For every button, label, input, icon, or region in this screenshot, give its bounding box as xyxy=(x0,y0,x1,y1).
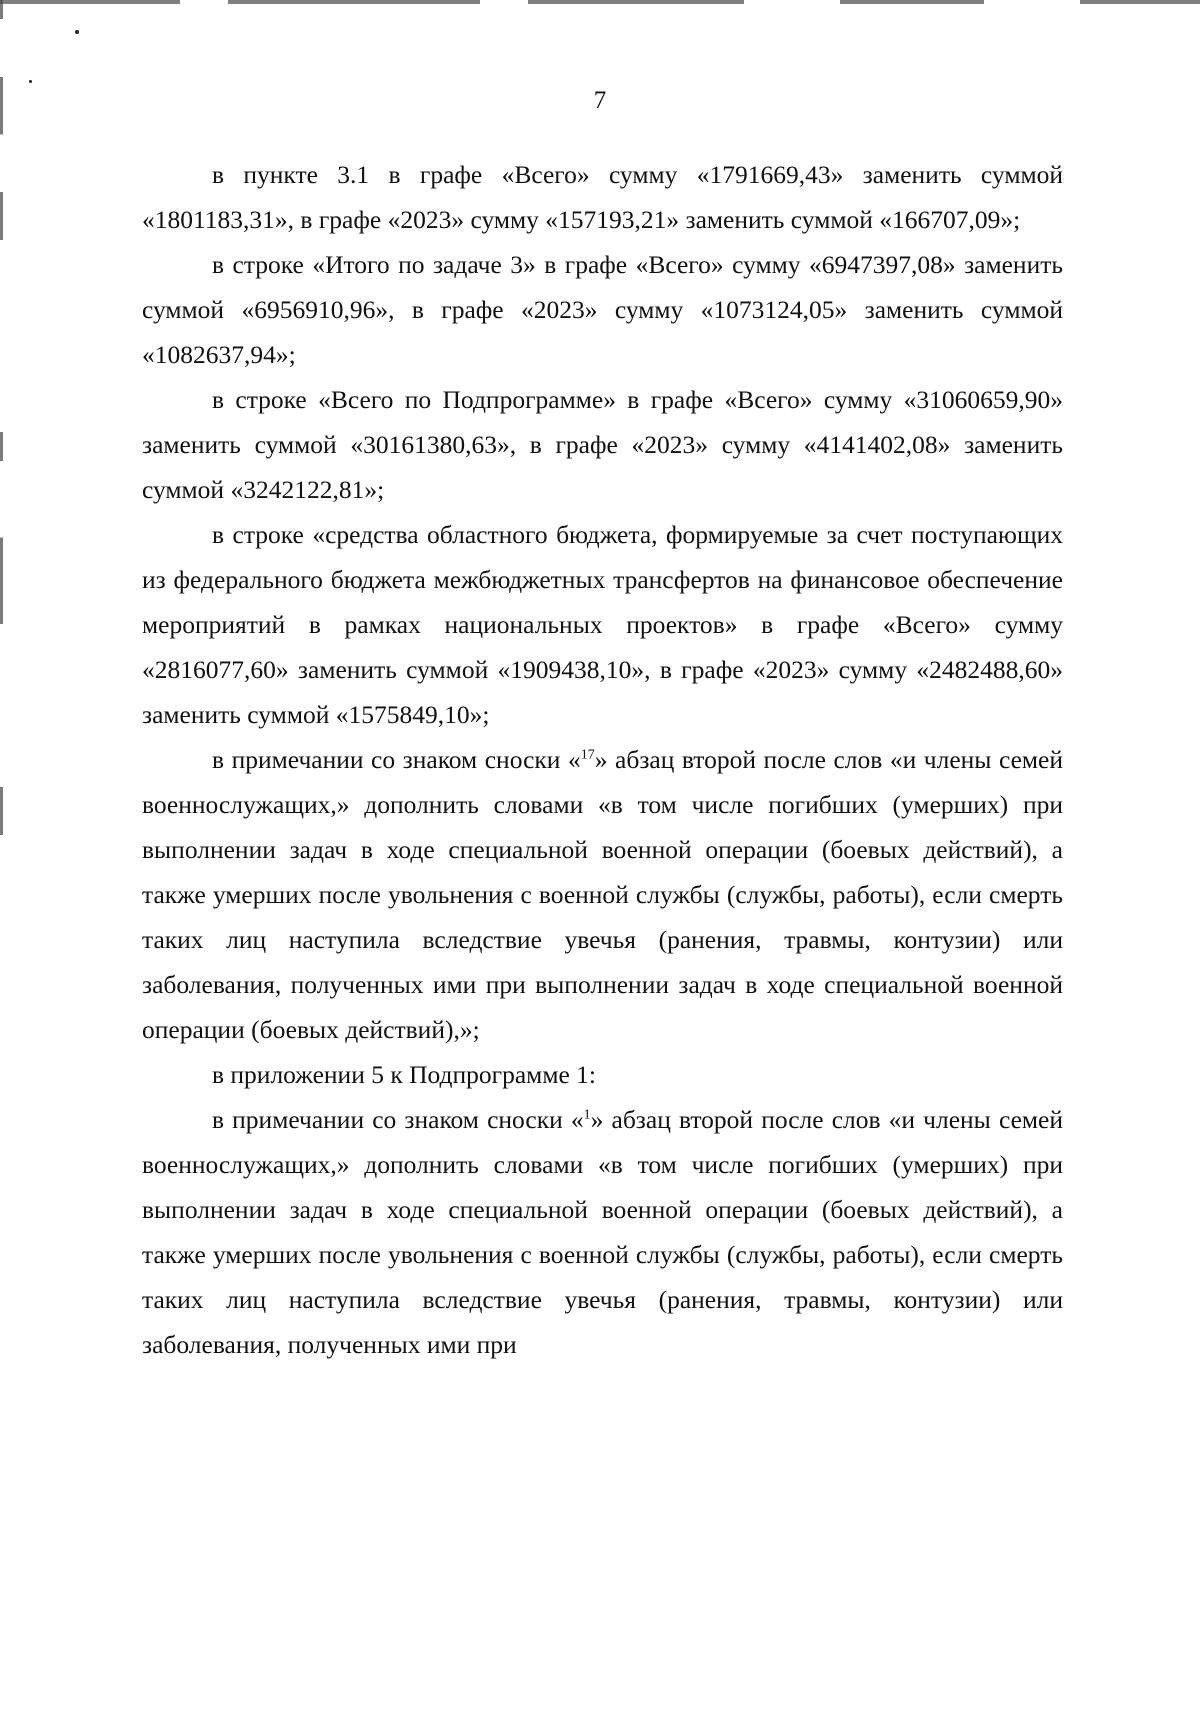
footnote-mark: 17 xyxy=(580,747,595,763)
paragraph-text-start: в примечании со знаком сноски « xyxy=(212,1105,584,1134)
scan-edge-left xyxy=(0,0,3,960)
paragraph-footnote-1 xyxy=(142,1097,1063,1367)
paragraph-text-end: » абзац второй после слов «и члены семей военнослужащих,» дополнить словами «в том числе погибших (умерших) при выполнении задач в ходе специальной военной операции (боевых действий), а также умерших после увольнения с военной службы (службы, работы), если смерть таких лиц наступила вследствие увечья (ранения, травмы, контузии) или заболевания, полученных ими при выполнении задач в ходе специальной военной операции (боевых действий),»; xyxy=(142,745,1063,1044)
paragraph-regional-budget: в строке «средства областного бюджета, формируемые за счет поступающих из федерального бюджета межбюджетных трансфертов на финансовое обеспечение мероприятий в рамках национальных проектов» в графе «Всего» сумму «2816077,60» заменить суммой «1909438,10», в графе «2023» сумму «2482488,60» заменить суммой «1575849,10»; xyxy=(142,520,1063,729)
paragraph-total-task-3: в строке «Итого по задаче 3» в графе «Всего» сумму «6947397,08» заменить суммой «6956910,96», в графе «2023» сумму «1073124,05» заменить суммой «1082637,94»; xyxy=(142,250,1063,369)
paragraph-appendix-5: в приложении 5 к Подпрограмме 1: xyxy=(212,1060,596,1089)
footnote-mark: 1 xyxy=(583,1107,591,1123)
page-number: 7 xyxy=(593,87,607,114)
document-body xyxy=(142,152,1063,1367)
paragraph-text-end: » абзац второй после слов «и члены семей военнослужащих,» дополнить словами «в том числе погибших (умерших) при выполнении задач в ходе специальной военной операции (боевых действий), а также умерших после увольнения с военной службы (службы, работы), если смерть таких лиц наступила вследствие увечья (ранения, травмы, контузии) или заболевания, полученных ими при xyxy=(142,1105,1063,1359)
paragraph-footnote-17 xyxy=(142,737,1063,1052)
scan-speck xyxy=(29,80,32,83)
paragraph-item-3-1: в пункте 3.1 в графе «Всего» сумму «1791669,43» заменить суммой «1801183,31», в графе «2023» сумму «157193,21» заменить суммой «166707,09»; xyxy=(142,160,1063,234)
paragraph-text-start: в примечании со знаком сноски « xyxy=(212,745,581,774)
scan-speck xyxy=(75,30,79,34)
scan-edge-top xyxy=(0,0,1200,4)
paragraph-total-subprogram: в строке «Всего по Подпрограмме» в графе «Всего» сумму «31060659,90» заменить суммой «30161380,63», в графе «2023» сумму «4141402,08» заменить суммой «3242122,81»; xyxy=(142,385,1063,504)
